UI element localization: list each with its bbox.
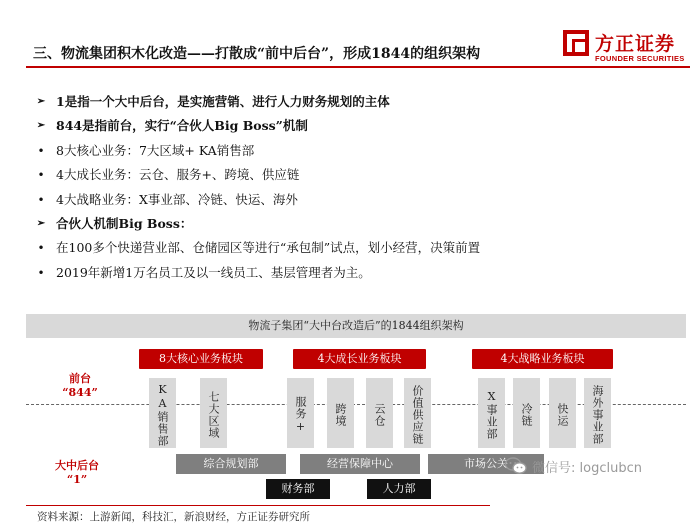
source-note: 资料来源：上游新闻，科技汇，新浪财经，方正证券研究所 (37, 511, 310, 523)
bullet-item (33, 238, 673, 262)
unit-x-division: X事业部 (478, 378, 505, 448)
dot-bullet-icon: • (37, 168, 45, 183)
bullet-list (33, 92, 673, 287)
founder-logo-icon (562, 29, 590, 57)
bullet-text: 1是指一个大中后台，是实施营销、进行人力财务规划的主体 (56, 94, 390, 109)
unit-overseas-division: 海外事业部 (584, 378, 611, 448)
arrow-bullet-icon: ➢ (36, 120, 46, 132)
bullet-text: 4大战略业务：X事业部、冷链、快运、海外 (56, 191, 298, 207)
page-title: 三、物流集团积木化改造——打散成“前中后台”，形成1844的组织架构 (33, 46, 481, 62)
dept-hr: 人力部 (367, 479, 431, 499)
arrow-bullet-icon: ➢ (36, 217, 46, 229)
wechat-watermark (505, 453, 690, 479)
unit-cold-chain: 冷链 (513, 378, 540, 448)
bullet-text: 合伙人机制Big Boss： (56, 215, 193, 231)
group-growth-business: 4大成长业务板块 (293, 349, 426, 369)
back-office-label-line1: 大中后台 (55, 459, 99, 472)
bullet-text: 4大成长业务：云仓、服务+、跨境、供应链 (56, 167, 300, 183)
center-operations-support: 经营保障中心 (300, 454, 420, 474)
center-planning: 综合规划部 (176, 454, 286, 474)
title-divider (26, 66, 690, 68)
bullet-text: 在100多个快递营业部、仓储园区等进行“承包制”试点，划小经营，决策前置 (56, 240, 481, 256)
wechat-icon (505, 457, 527, 475)
unit-cloud-warehouse: 云仓 (366, 378, 393, 448)
center-public-relations: 市场公关 (428, 454, 544, 474)
back-office-label (44, 459, 110, 487)
group-strategic-business: 4大战略业务板块 (472, 349, 613, 369)
brand-name-cn: 方正证券 (595, 33, 676, 55)
back-office-label-line2: “1” (66, 473, 88, 486)
dept-finance: 财务部 (266, 479, 330, 499)
dot-bullet-icon: • (37, 265, 45, 280)
watermark-text: 微信号: logclubcn (532, 460, 642, 476)
bullet-text: 2019年新增1万名员工及以一线员工、基层管理者为主。 (56, 264, 371, 280)
unit-service-plus: 服务+ (287, 378, 314, 448)
dot-bullet-icon: • (37, 143, 45, 158)
bullet-item (33, 92, 673, 116)
bullet-item (33, 190, 673, 214)
source-divider (26, 505, 490, 506)
bullet-text: 844是指前台，实行“合伙人Big Boss”机制 (56, 118, 308, 134)
bullet-item (33, 141, 673, 165)
unit-express-freight: 快运 (549, 378, 576, 448)
dot-bullet-icon: • (37, 192, 45, 207)
bullet-item (33, 214, 673, 238)
bullet-item (33, 165, 673, 189)
founder-securities-logo (562, 29, 694, 65)
front-office-label-line1: 前台 (69, 372, 91, 385)
bullet-text: 8大核心业务：7大区域+ KA销售部 (56, 142, 255, 158)
unit-seven-regions: 七大区域 (200, 378, 227, 448)
arrow-bullet-icon: ➢ (36, 96, 46, 107)
unit-ka-sales: KA销售部 (149, 378, 176, 448)
brand-name-en: FOUNDER SECURITIES (595, 54, 685, 63)
bullet-item (33, 116, 673, 140)
front-office-label (50, 372, 110, 400)
front-office-label-line2: “844” (62, 386, 98, 399)
org-chart-title: 物流子集团“大中台改造后”的1844组织架构 (26, 314, 686, 338)
group-core-business: 8大核心业务板块 (139, 349, 263, 369)
bullet-item (33, 263, 673, 287)
unit-cross-border: 跨境 (327, 378, 354, 448)
dot-bullet-icon: • (37, 241, 45, 256)
unit-value-supply-chain: 价值供应链 (404, 378, 431, 448)
org-chart (26, 314, 686, 525)
